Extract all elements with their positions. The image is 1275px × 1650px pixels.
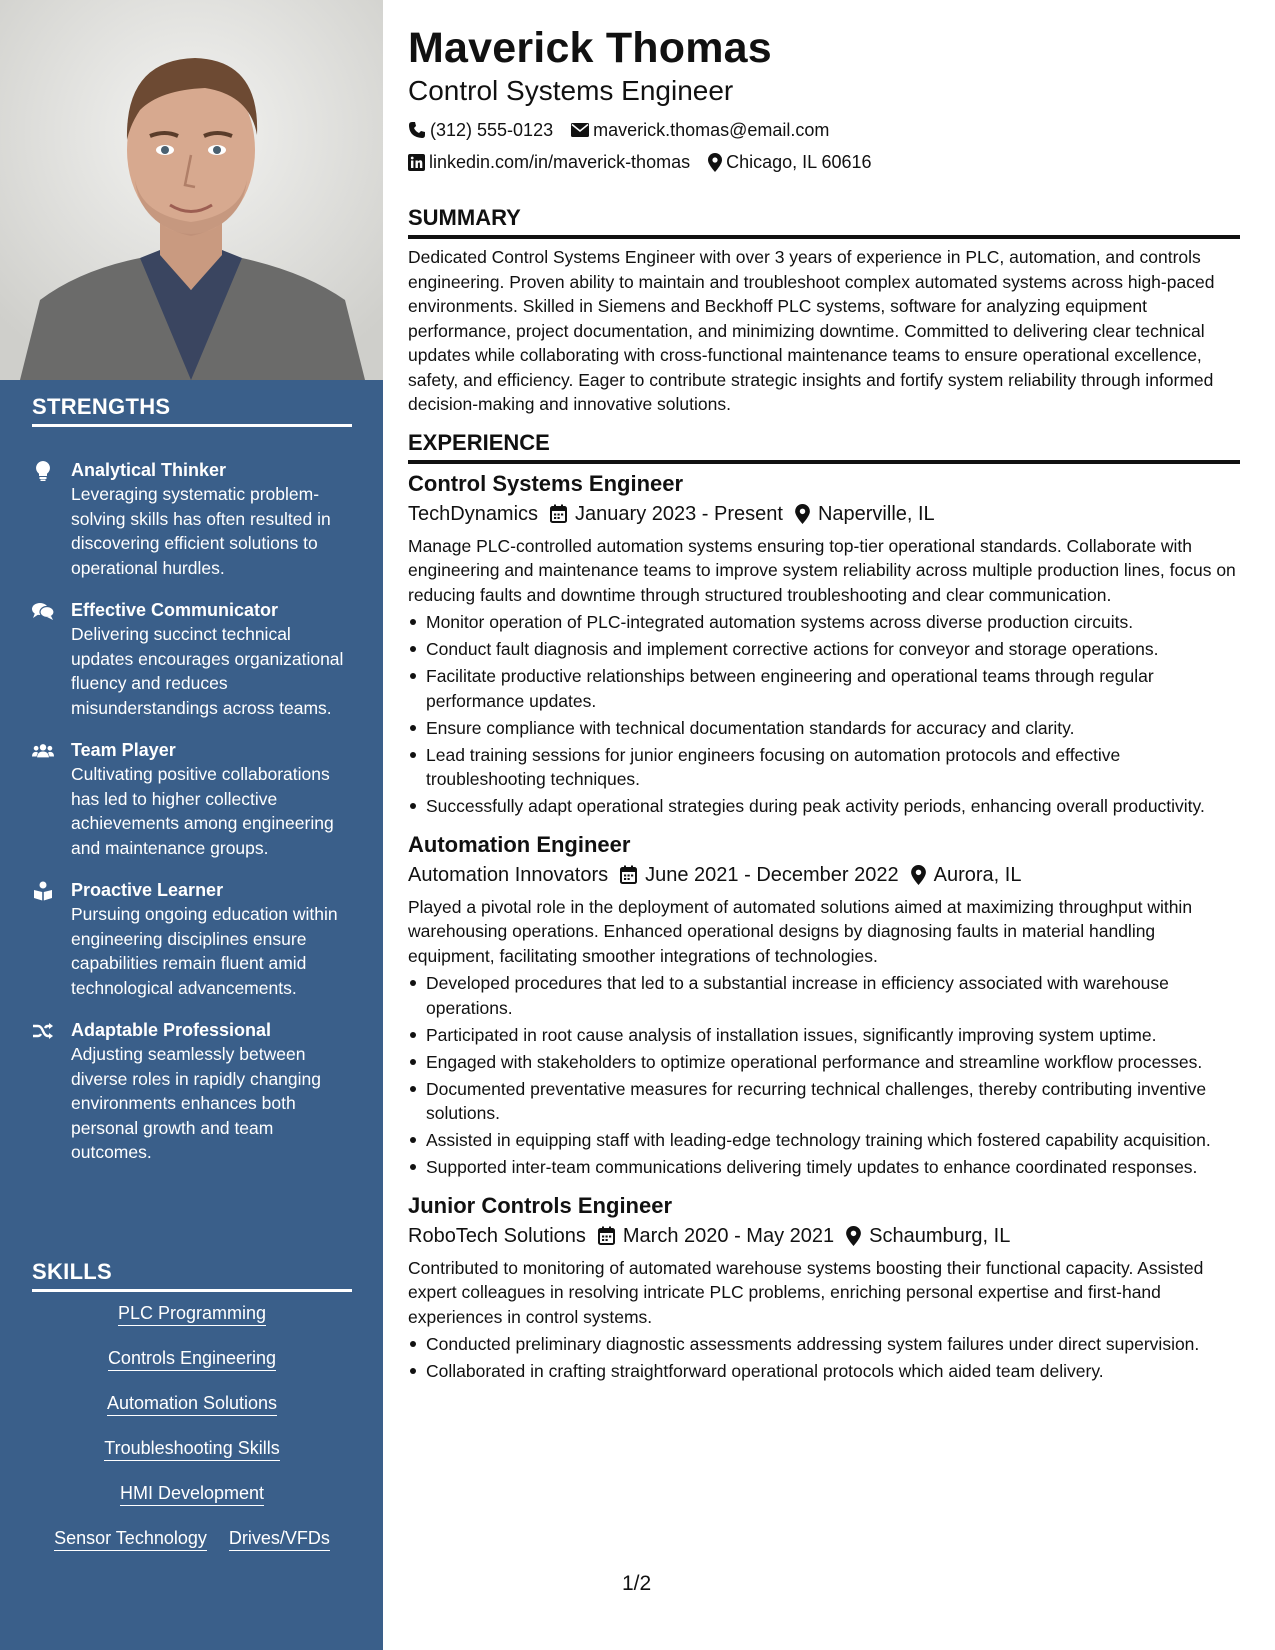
job-title: Junior Controls Engineer — [408, 1192, 673, 1218]
job-location: Schaumburg, IL — [869, 1224, 1011, 1247]
contact-location — [708, 146, 871, 178]
strength-title: Proactive Learner — [71, 880, 224, 900]
lightbulb-icon — [32, 460, 54, 482]
job-title: Automation Engineer — [408, 831, 631, 857]
job-description: Played a pivotal role in the deployment of automated solutions aimed at maximizing throughput within warehousing operations. Enhanced operational designs by diagnosing faults in material handling equipment, facilitating smoother integrations of technologies. — [408, 896, 1193, 966]
job-entry — [408, 470, 1240, 819]
job-bullets — [408, 1332, 1240, 1384]
summary-heading: SUMMARY — [408, 204, 1240, 239]
job-meta — [408, 1222, 1240, 1250]
job-dates: June 2021 - December 2022 — [645, 863, 899, 886]
job-bullet: Supported inter-team communications delivering timely updates to enhance coordinated responses. — [426, 1155, 1240, 1180]
phone-text: (312) 555-0123 — [430, 120, 554, 140]
location-text: Chicago, IL 60616 — [726, 152, 872, 172]
strength-title: Effective Communicator — [71, 600, 279, 620]
skill-tag: Automation Solutions — [107, 1392, 277, 1416]
job-location: Aurora, IL — [933, 863, 1022, 886]
map-pin-icon — [911, 865, 926, 885]
skill-tag: Drives/VFDs — [229, 1527, 330, 1551]
job-bullet: Facilitate productive relationships between engineering and operational teams through regular performance updates. — [426, 664, 1240, 713]
strength-description: Leveraging systematic problem-solving skills has often resulted in discovering efficient solutions to operational hurdles. — [71, 484, 331, 578]
job-bullet: Successfully adapt operational strategies during peak activity periods, enhancing overall productivity. — [426, 794, 1240, 819]
comments-icon — [32, 600, 54, 622]
map-pin-icon — [708, 153, 722, 172]
sidebar — [0, 0, 383, 1650]
contact-row — [408, 146, 1240, 178]
job-entry — [408, 1192, 1240, 1384]
contact-row — [408, 114, 1240, 146]
strength-description: Pursuing ongoing education within engineering disciplines ensure capabilities remain fluent amid technological advancements. — [71, 904, 338, 998]
main-content — [408, 22, 1240, 1386]
skill-tag: Troubleshooting Skills — [104, 1437, 279, 1461]
contact-phone — [408, 114, 553, 146]
contact-email[interactable] — [571, 114, 829, 146]
map-pin-icon — [846, 1226, 861, 1246]
job-bullet: Conduct fault diagnosis and implement corrective actions for conveyor and storage operations. — [426, 637, 1240, 662]
summary-section — [408, 204, 1240, 417]
email-link[interactable]: maverick.thomas@email.com — [593, 120, 830, 140]
random-icon — [32, 1020, 54, 1042]
candidate-name: Maverick Thomas — [408, 24, 772, 72]
job-location: Naperville, IL — [817, 502, 935, 525]
strength-item — [32, 458, 352, 580]
job-bullet: Assisted in equipping staff with leading-edge technology training which fostered capability acquisition. — [426, 1128, 1240, 1153]
job-dates: March 2020 - May 2021 — [622, 1224, 835, 1247]
job-bullet: Ensure compliance with technical documentation standards for accuracy and clarity. — [426, 716, 1240, 741]
job-meta — [408, 861, 1240, 889]
skills-list — [32, 1302, 352, 1572]
users-icon — [32, 740, 54, 762]
job-meta — [408, 500, 1240, 528]
skill-tag: Sensor Technology — [54, 1527, 207, 1551]
skills-heading: SKILLS — [32, 1258, 352, 1292]
strength-description: Cultivating positive collaborations has led to higher collective achievements among engineering and maintenance groups. — [71, 764, 334, 858]
job-bullet: Conducted preliminary diagnostic assessments addressing system failures under direct supervision. — [426, 1332, 1240, 1357]
calendar-icon — [598, 1226, 615, 1245]
job-bullet: Engaged with stakeholders to optimize operational performance and streamline workflow processes. — [426, 1050, 1240, 1075]
job-bullet: Documented preventative measures for recurring technical challenges, thereby contributing inventive solutions. — [426, 1077, 1240, 1126]
experience-section — [408, 429, 1240, 1384]
job-description: Manage PLC-controlled automation systems ensuring top-tier operational standards. Collaborate with engineering and maintenance teams to improve system reliability across multiple production lines, focus on reducing faults and downtime through structured troubleshooting and clear communication. — [408, 535, 1236, 605]
contact-linkedin[interactable] — [408, 146, 690, 178]
job-bullet: Developed procedures that led to a substantial increase in efficiency associated with warehouse operations. — [426, 971, 1240, 1020]
skill-tag: Controls Engineering — [108, 1347, 276, 1371]
strengths-heading: STRENGTHS — [32, 393, 352, 427]
linkedin-link[interactable]: linkedin.com/in/maverick-thomas — [429, 152, 691, 172]
skill-tag: PLC Programming — [118, 1302, 266, 1326]
strengths-list — [32, 458, 352, 1183]
strength-item — [32, 598, 352, 720]
profile-photo — [0, 0, 383, 380]
job-bullet: Monitor operation of PLC-integrated automation systems across diverse production circuits. — [426, 610, 1240, 635]
job-company: Automation Innovators — [408, 863, 609, 886]
skill-tag: HMI Development — [120, 1482, 264, 1506]
calendar-icon — [550, 504, 567, 523]
job-description: Contributed to monitoring of automated warehouse systems boosting their functional capacity. Assisted expert colleagues in resolving intricate PLC problems, enriching personal expertise and first-hand experiences in control systems. — [408, 1257, 1204, 1327]
strength-description: Delivering succinct technical updates encourages organizational fluency and reduces misunderstandings across teams. — [71, 624, 344, 718]
strength-title: Team Player — [71, 740, 176, 760]
job-bullets — [408, 971, 1240, 1180]
envelope-icon — [571, 123, 589, 137]
strength-title: Adaptable Professional — [71, 1020, 272, 1040]
book-reader-icon — [32, 880, 54, 902]
strength-item — [32, 738, 352, 860]
candidate-title: Control Systems Engineer — [408, 75, 734, 106]
page-number: 1/2 — [622, 1572, 652, 1595]
calendar-icon — [620, 865, 637, 884]
strength-item — [32, 878, 352, 1000]
strength-title: Analytical Thinker — [71, 460, 227, 480]
map-pin-icon — [795, 504, 810, 524]
job-bullets — [408, 610, 1240, 819]
job-bullet: Collaborated in crafting straightforward operational protocols which aided team delivery. — [426, 1359, 1240, 1384]
job-bullet: Lead training sessions for junior engineers focusing on automation protocols and effective troubleshooting techniques. — [426, 743, 1240, 792]
linkedin-icon — [408, 154, 425, 171]
job-title: Control Systems Engineer — [408, 470, 684, 496]
strength-description: Adjusting seamlessly between diverse roles in rapidly changing environments enhances both personal growth and team outcomes. — [71, 1044, 321, 1162]
experience-heading: EXPERIENCE — [408, 429, 1240, 464]
job-dates: January 2023 - Present — [575, 502, 783, 525]
phone-icon — [408, 121, 426, 139]
job-entry — [408, 831, 1240, 1180]
job-company: TechDynamics — [408, 502, 539, 525]
job-bullet: Participated in root cause analysis of installation issues, significantly improving system uptime. — [426, 1023, 1240, 1048]
strength-item — [32, 1018, 352, 1165]
job-company: RoboTech Solutions — [408, 1224, 586, 1247]
summary-text: Dedicated Control Systems Engineer with over 3 years of experience in PLC, automation, and controls engineering. Proven ability to maintain and troubleshoot complex automated systems across high-paced environments. Skilled in Siemens and Beckhoff PLC systems, software for analyzing equipment performance, project documentation, and minimizing downtime. Committed to delivering clear technical updates while collaborating with cross-functional maintenance teams to ensure operational excellence, safety, and efficiency. Eager to contribute strategic insights and fortify system reliability through informed decision-making and innovative solutions. — [408, 247, 1215, 414]
